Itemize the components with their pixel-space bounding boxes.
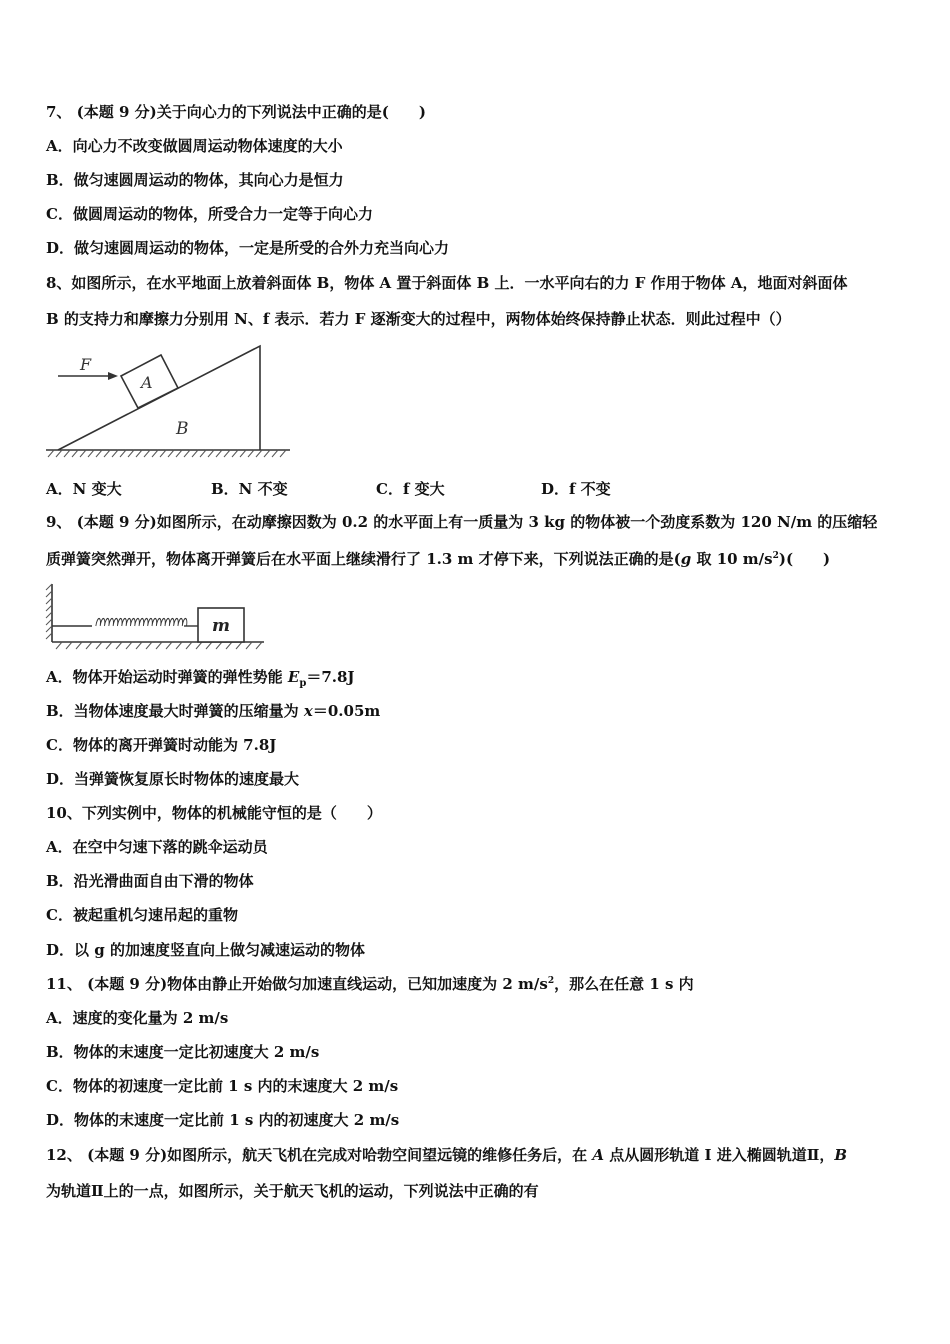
q8-stem-line1: 8、如图所示，在水平地面上放着斜面体 B，物体 A 置于斜面体 B 上．一水平向右的力 F 作用于物体 A，地面对斜面体 [46,274,848,292]
block-a-label: A [141,373,153,392]
q10-option-b: B．沿光滑曲面自由下滑的物体 [46,872,254,890]
q10-option-a: A．在空中匀速下落的跳伞运动员 [46,838,268,856]
q8-option-b: B．N 不变 [211,480,288,498]
q10-stem: 10、下列实例中，物体的机械能守恒的是（ ） [46,804,382,822]
q9-option-c: C．物体的离开弹簧时动能为 7.8J [46,736,277,754]
q8-stem-line2: B 的支持力和摩擦力分别用 N、f 表示．若力 F 逐渐变大的过程中，两物体始终保持静止状态．则此过程中（） [46,310,791,328]
q12-stem-line1: 12、 (本题 9 分)如图所示，航天飞机在完成对哈勃空间望远镜的维修任务后，在 A 点从圆形轨道 I 进入椭圆轨道Ⅱ，B [46,1146,848,1164]
q9-option-b: B．当物体速度最大时弹簧的压缩量为 x＝0.05m [46,702,381,720]
q9-stem-line2: 质弹簧突然弹开，物体离开弹簧后在水平面上继续滑行了 1.3 m 才停下来，下列说法正确的是(g 取 10 $m/s^2$)( ) [46,550,831,568]
incline-figure [44,340,294,465]
q10-option-d: D．以 g 的加速度竖直向上做匀减速运动的物体 [46,941,365,959]
q9-stem-line1: 9、 (本题 9 分)如图所示，在动摩擦因数为 0.2 的水平面上有一质量为 3 kg 的物体被一个劲度系数为 120 N/m 的压缩轻 [46,513,878,531]
wedge-b-label: B [176,419,189,439]
q7-option-a: A．向心力不改变做圆周运动物体速度的大小 [46,137,343,155]
q7-option-b: B．做匀速圆周运动的物体，其向心力是恒力 [46,171,344,189]
q11-option-c: C．物体的初速度一定比前 1 s 内的末速度大 2 m/s [46,1077,399,1095]
force-label: F [80,355,92,374]
q11-stem: 11、 (本题 9 分)物体由静止开始做匀加速直线运动，已知加速度为 2 $m/s^2$，那么在任意 1 s 内 [46,975,694,993]
q8-option-d: D．f 不变 [541,480,611,498]
q7-option-d: D．做匀速圆周运动的物体，一定是所受的合外力充当向心力 [46,239,450,257]
q11-option-a: A．速度的变化量为 2 m/s [46,1009,229,1027]
q9-option-d: D．当弹簧恢复原长时物体的速度最大 [46,770,300,788]
q8-option-c: C．f 变大 [376,480,445,498]
q10-option-c: C．被起重机匀速吊起的重物 [46,906,238,924]
q11-option-b: B．物体的末速度一定比初速度大 2 m/s [46,1043,320,1061]
q8-option-a: A．N 变大 [46,480,122,498]
q12-stem-line2: 为轨道Ⅱ上的一点，如图所示，关于航天飞机的运动，下列说法中正确的有 [46,1182,539,1200]
mass-label: m [212,616,230,636]
spring-figure [44,580,269,650]
q7-option-c: C．做圆周运动的物体，所受合力一定等于向心力 [46,205,373,223]
q9-option-a: A．物体开始运动时弹簧的弹性势能 $E_p=7.8J$ [46,668,355,689]
q7-stem: 7、 (本题 9 分)关于向心力的下列说法中正确的是( ) [46,103,426,121]
q11-option-d: D．物体的末速度一定比前 1 s 内的初速度大 2 m/s [46,1111,400,1129]
